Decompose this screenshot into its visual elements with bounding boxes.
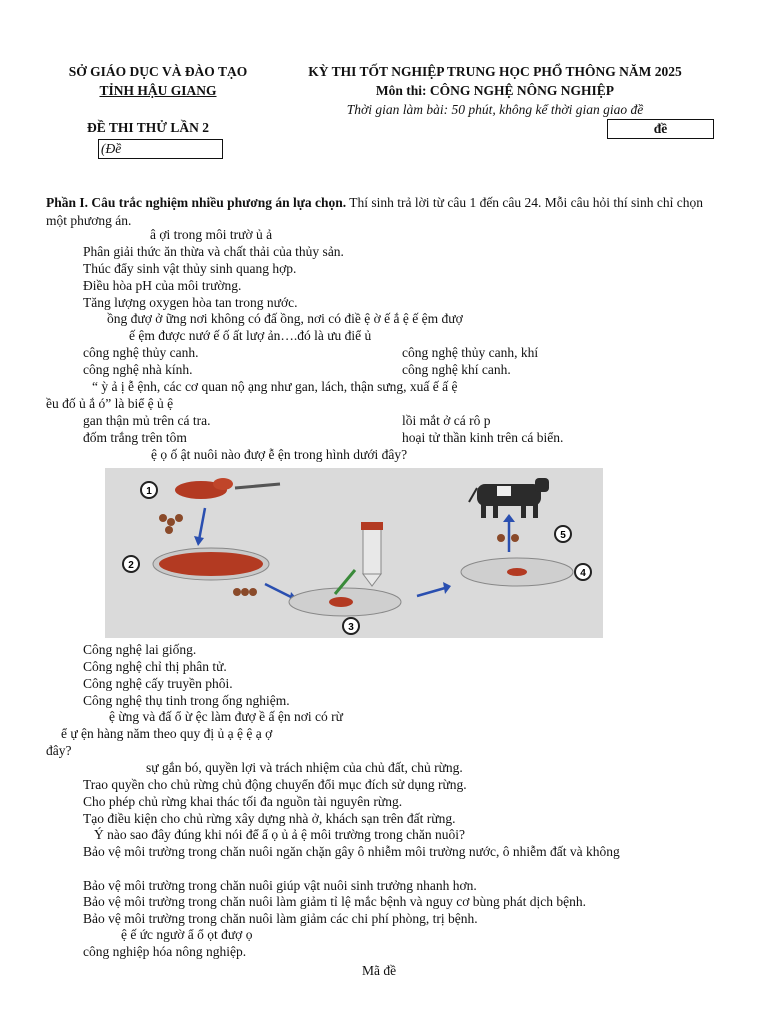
question-2-option-d: công nghệ khí canh. <box>402 362 511 377</box>
question-2-option-c: công nghệ nhà kính. <box>83 362 193 377</box>
embryo-transfer-figure <box>105 468 603 638</box>
step-2-number: 2 <box>128 560 134 571</box>
dish-1-medium <box>159 552 263 576</box>
question-5-option-b: Trao quyền cho chủ rừng chủ động chuyển đổi mục đích sử dụng rừng. <box>83 777 467 792</box>
page-count-box <box>98 139 223 159</box>
page-count-text: (Đề <box>101 141 122 156</box>
section-title: Phần I. Câu trắc nghiệm nhiều phương án lựa chọn. <box>46 195 347 210</box>
question-5-option-c: Cho phép chủ rừng khai thác tối đa nguồn tài nguyên rừng. <box>83 794 403 809</box>
step-1-number: 1 <box>146 486 152 497</box>
department-name: SỞ GIÁO DỤC VÀ ĐÀO TẠO <box>68 64 248 79</box>
question-5-stem-line2: ể ự ện hàng năm theo quy đị ủ ạ ệ ệ ạ ợ <box>61 726 273 741</box>
question-2-option-b: công nghệ thủy canh, khí <box>402 345 539 360</box>
question-6-stem: Ý nào sao đây đúng khi nói để ẩ ọ ủ ả ệ môi trường trong chăn nuôi? <box>94 827 465 842</box>
exam-code-text: đề <box>653 121 668 136</box>
question-7-stem: ệ ế ức ngườ ẩ ổ ọt đượ ọ <box>121 927 253 942</box>
question-4-option-d: Công nghệ thụ tinh trong ống nghiệm. <box>83 693 290 708</box>
question-3-option-a: gan thận mủ trên cá tra. <box>83 413 211 428</box>
trial-label: ĐỀ THI THỬ LẦN 2 <box>87 120 210 135</box>
question-4-option-b: Công nghệ chỉ thị phân tử. <box>83 659 227 674</box>
question-1-stem: â ợi trong môi trườ ủ ả <box>150 227 273 242</box>
question-1-option-c: Điều hòa pH của môi trường. <box>83 278 242 293</box>
figure-illustration <box>105 468 603 638</box>
question-5-stem-line3: đây? <box>46 743 72 758</box>
section-intro <box>46 194 726 230</box>
question-4-option-c: Công nghệ cấy truyền phôi. <box>83 676 233 691</box>
exam-subject: Môn thi: CÔNG NGHỆ NÔNG NGHIỆP <box>375 83 615 98</box>
test-tube <box>363 528 381 574</box>
question-1-option-b: Thúc đẩy sinh vật thủy sinh quang hợp. <box>83 261 297 276</box>
department-header <box>52 62 264 100</box>
question-5-option-a: sự gắn bó, quyền lợi và trách nhiệm của chủ đất, chủ rừng. <box>146 760 463 775</box>
question-3-option-c: đốm trắng trên tôm <box>83 430 187 445</box>
step-5-number: 5 <box>560 530 566 541</box>
question-4-stem: ệ ọ ố ật nuôi nào đượ ễ ện trong hình dưới đây? <box>151 447 408 462</box>
question-3-stem-line2: ều đố ủ ắ ó” là biể ệ ủ ệ <box>46 396 174 411</box>
question-3-option-d: hoại tử thần kinh trên cá biển. <box>402 430 564 445</box>
question-2-option-a: công nghệ thủy canh. <box>83 345 199 360</box>
question-2-stem-line1: ồng đượ ở ững nơi không có đấ ồng, nơi có điề ệ ờ ế ắ ệ ế ệm đượ <box>107 311 463 326</box>
exam-header <box>270 62 720 119</box>
province-name: TỈNH HẬU GIANG <box>99 83 217 98</box>
step-4-number: 4 <box>580 568 586 579</box>
question-1-option-d: Tăng lượng oxygen hòa tan trong nước. <box>83 295 298 310</box>
exam-title: KỲ THI TỐT NGHIỆP TRUNG HỌC PHỔ THÔNG NĂM 2025 <box>308 64 682 79</box>
question-3-option-b: lồi mắt ở cá rô p <box>402 413 491 428</box>
question-6-option-a: Bảo vệ môi trường trong chăn nuôi ngăn chặn gây ô nhiễm môi trường nước, ô nhiễm đất và không <box>83 844 620 859</box>
question-2-stem-line2: ế ệm được nướ ế ố ất lượ ản….đó là ưu điể ủ <box>129 328 372 343</box>
question-3-stem-line1: “ ỳ ả ị ễ ệnh, các cơ quan nộ ạng như gan, lách, thận sưng, xuấ ế ấ ệ <box>92 379 458 394</box>
question-5-option-d: Tạo điều kiện cho chủ rừng xây dựng nhà ở, khách sạn trên đất rừng. <box>83 811 456 826</box>
question-5-stem-line1: ệ ừng và đấ ổ ừ ệc làm đượ ề ấ ện nơi có rừ <box>109 709 343 724</box>
exam-code-box <box>607 119 714 139</box>
question-1-option-a: Phân giải thức ăn thừa và chất thải của thủy sản. <box>83 244 344 259</box>
question-6-option-b: Bảo vệ môi trường trong chăn nuôi giúp vật nuôi sinh trưởng nhanh hơn. <box>83 878 477 893</box>
question-7-option-a: công nghiệp hóa nông nghiệp. <box>83 944 247 959</box>
question-6-option-c: Bảo vệ môi trường trong chăn nuôi làm giảm tỉ lệ mắc bệnh và nguy cơ bùng phát dịch bệnh. <box>83 894 586 909</box>
question-6-option-d: Bảo vệ môi trường trong chăn nuôi làm giảm các chi phí phòng, trị bệnh. <box>83 911 478 926</box>
section-instruction: Thí sinh trả lời từ câu 1 đến câu 24. Mỗi câu hỏi thí sinh chỉ chọn một phương án. <box>46 195 704 228</box>
step-3-number: 3 <box>348 622 354 633</box>
exam-time-note: Thời gian làm bài: 50 phút, không kể thời gian giao đề <box>346 102 644 117</box>
footer-exam-code: Mã đề <box>362 963 397 978</box>
question-4-option-a: Công nghệ lai giống. <box>83 642 197 657</box>
